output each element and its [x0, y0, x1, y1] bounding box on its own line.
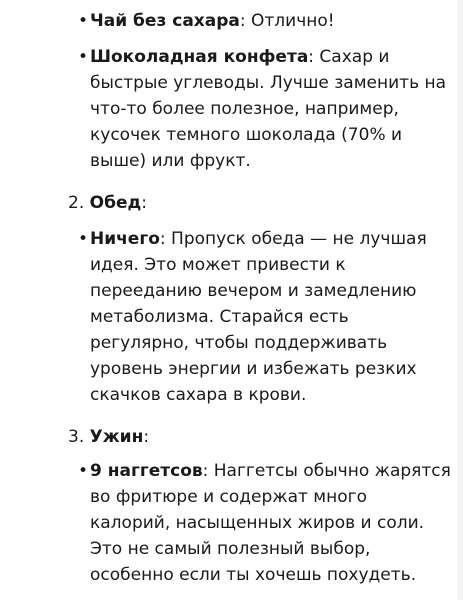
list-item [78, 226, 450, 408]
bullet-text-line: идея. Это может привести к [90, 255, 346, 275]
bullet-text-line: выше) или фрукт. [90, 151, 251, 171]
bullet-text-line: метаболизма. Старайся есть [90, 307, 349, 327]
section-heading [68, 190, 147, 216]
scrollbar[interactable] [457, 0, 463, 600]
bullet-text-line: кусочек темного шоколада (70% и [90, 125, 403, 145]
bullet-text-line: уровень энергии и избежать резких [90, 359, 417, 379]
bullet-text: : Сахар и [308, 47, 390, 67]
section-heading [68, 424, 149, 450]
bullet-text-line: скачков сахара в крови. [90, 385, 307, 405]
section-number: 2. [68, 193, 85, 213]
bullet-term: Ничего [90, 229, 160, 249]
bullet-dot: • [78, 11, 89, 31]
bullet-dot: • [78, 47, 89, 67]
bullet-text: : Наггетсы обычно жарятся [202, 461, 451, 481]
bullet-dot: • [78, 229, 89, 249]
list-item [78, 44, 450, 174]
bullet-text-line: калорий, насыщенных жиров и соли. [90, 513, 425, 533]
bullet-term: Шоколадная конфета [90, 47, 309, 67]
section-title: Обед [89, 193, 142, 213]
bullet-text: : Пропуск обеда — не лучшая [159, 229, 427, 249]
bullet-text-line: особенно если ты хочешь похудеть. [90, 565, 417, 585]
list-item [78, 458, 451, 588]
bullet-term: Чай без сахара [90, 11, 240, 31]
section-number: 3. [68, 427, 85, 447]
bullet-text-line: перееданию вечером и замедлению [90, 281, 417, 301]
bullet-text-line: что-то более полезное, например, [90, 99, 399, 119]
section-title-suffix: : [141, 193, 147, 213]
section-title: Ужин [89, 427, 144, 447]
section-title-suffix: : [143, 427, 150, 447]
bullet-term: 9 наггетсов [90, 461, 203, 481]
bullet-text-line: быстрые углеводы. Лучше заменить на [90, 73, 447, 93]
list-item [78, 8, 450, 34]
bullet-text-line: регулярно, чтобы поддерживать [90, 333, 388, 353]
bullet-text: : Отлично! [239, 11, 335, 31]
bullet-text-line: Это не самый полезный выбор, [90, 539, 371, 559]
bullet-text-line: во фритюре и содержат много [90, 487, 367, 507]
bullet-dot: • [78, 461, 89, 481]
